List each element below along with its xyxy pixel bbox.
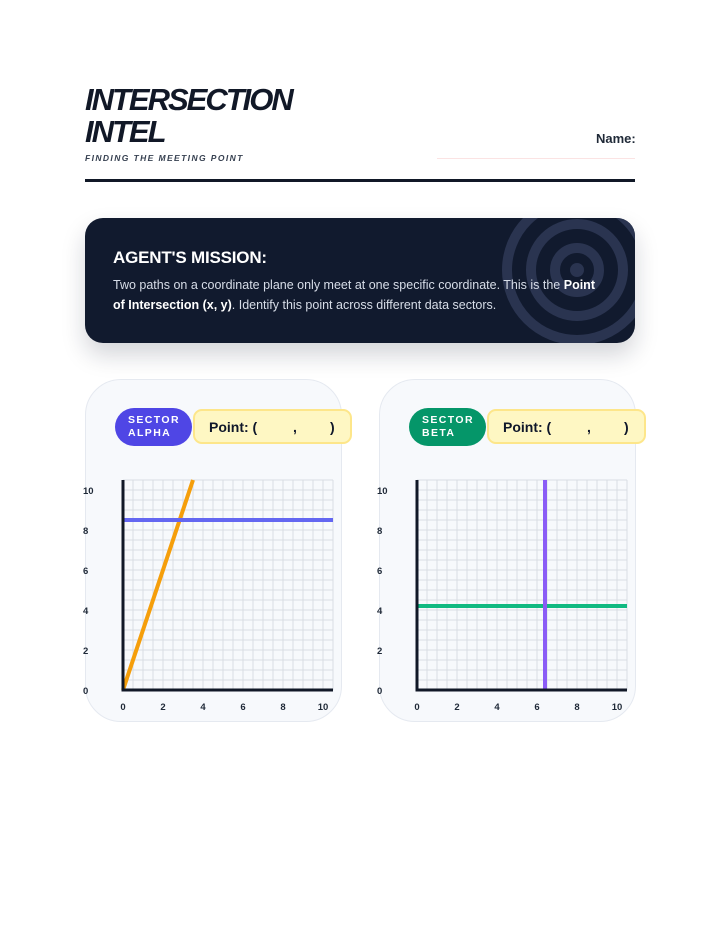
sector-beta-point-answer[interactable] — [487, 409, 646, 444]
x-tick-label: 0 — [120, 702, 126, 713]
y-tick-label: 2 — [83, 646, 89, 657]
y-tick-label: 2 — [377, 646, 383, 657]
y-tick-label: 8 — [377, 526, 383, 537]
sector-alpha-graph — [75, 470, 335, 720]
name-label: Name: — [596, 131, 636, 146]
sector-alpha-point-answer[interactable] — [193, 409, 352, 444]
badge-line-2: BETA — [422, 427, 456, 439]
mission-heading: AGENT'S MISSION: — [113, 248, 267, 267]
x-tick-label: 2 — [160, 702, 166, 713]
point-label: Point: ( — [209, 419, 258, 435]
x-tick-label: 8 — [574, 702, 580, 713]
y-tick-label: 8 — [83, 526, 89, 537]
x-tick-label: 4 — [200, 702, 206, 713]
mission-panel — [85, 218, 635, 343]
x-tick-label: 0 — [414, 702, 420, 713]
point-comma: , — [293, 419, 297, 435]
mission-text-bold: Point of Intersection (x, y) — [113, 278, 595, 312]
x-tick-label: 2 — [454, 702, 460, 713]
y-tick-label: 0 — [377, 686, 383, 697]
title-line-1: INTERSECTION — [85, 82, 292, 117]
sector-alpha-badge — [115, 408, 192, 446]
mission-text — [113, 275, 603, 315]
x-tick-label: 8 — [280, 702, 286, 713]
sector-beta-graph — [369, 470, 629, 720]
mission-text-start: Two paths on a coordinate plane only meet at one specific coordinate. This is the — [113, 278, 564, 292]
y-tick-label: 6 — [377, 566, 383, 577]
badge-line-2: ALPHA — [128, 427, 172, 439]
y-tick-label: 10 — [83, 486, 94, 497]
x-tick-label: 4 — [494, 702, 500, 713]
name-field[interactable] — [437, 158, 635, 159]
worksheet-title — [85, 84, 292, 148]
y-tick-label: 0 — [83, 686, 89, 697]
point-close-paren: ) — [624, 419, 629, 435]
x-tick-label: 6 — [534, 702, 540, 713]
badge-line-1: SECTOR — [128, 414, 180, 426]
point-comma: , — [587, 419, 591, 435]
sector-beta-badge — [409, 408, 486, 446]
mission-text-end: . Identify this point across different data sectors. — [231, 298, 497, 312]
badge-line-1: SECTOR — [422, 414, 474, 426]
worksheet-subtitle: FINDING THE MEETING POINT — [85, 153, 244, 163]
header-divider — [85, 179, 635, 182]
y-tick-label: 4 — [377, 606, 383, 617]
point-label: Point: ( — [503, 419, 552, 435]
y-tick-label: 10 — [377, 486, 388, 497]
y-tick-label: 4 — [83, 606, 89, 617]
x-tick-label: 10 — [611, 702, 623, 713]
y-tick-label: 6 — [83, 566, 89, 577]
x-tick-label: 6 — [240, 702, 246, 713]
point-close-paren: ) — [330, 419, 335, 435]
title-line-2: INTEL — [85, 114, 165, 149]
x-tick-label: 10 — [317, 702, 329, 713]
